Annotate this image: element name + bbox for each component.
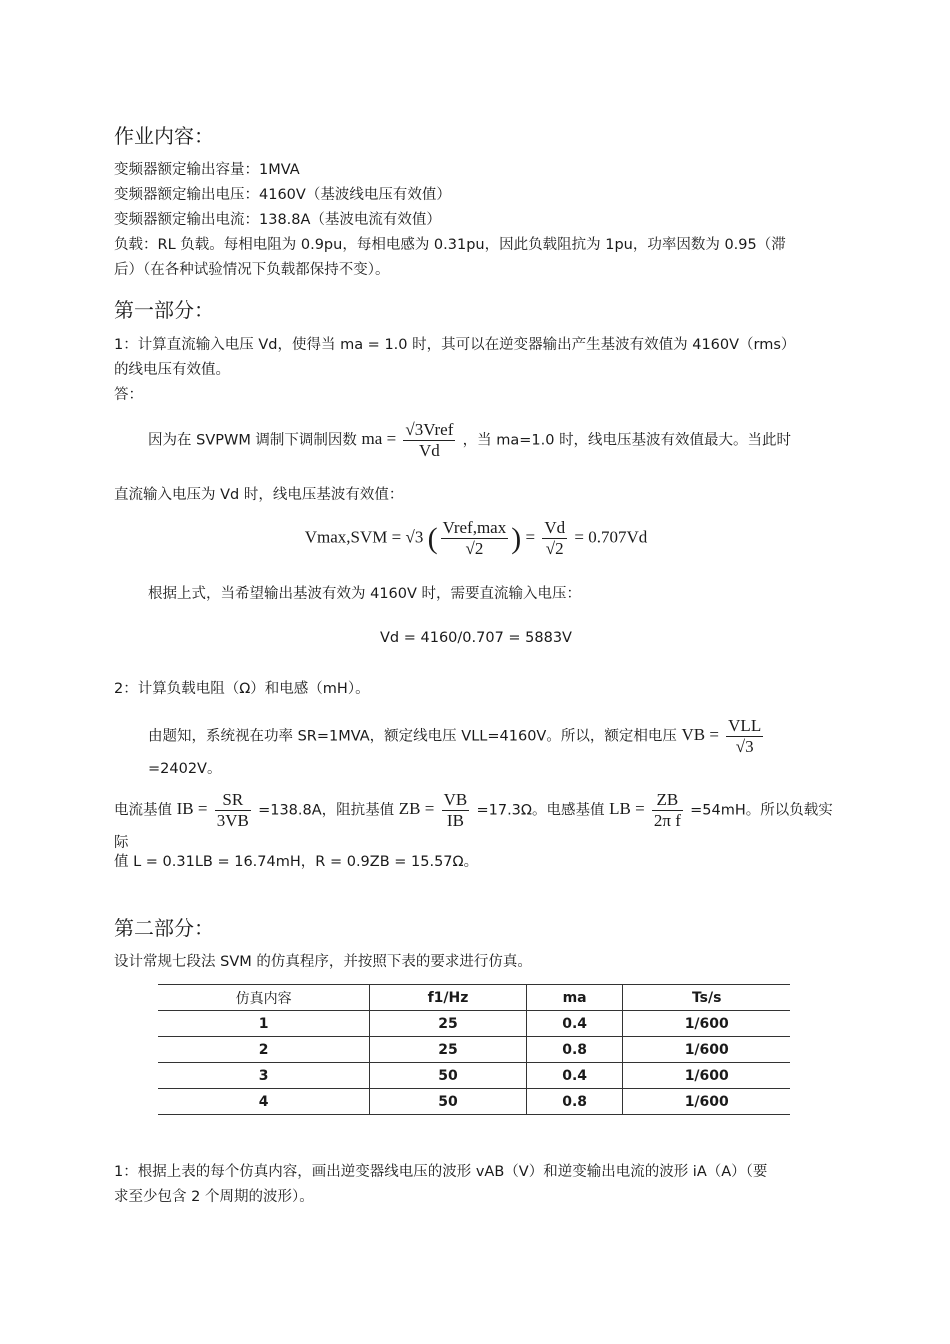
a1-text-post: ，当 ma=1.0 时，线电压基波有效值最大。当此时 xyxy=(462,432,792,449)
answer-label: 答： xyxy=(114,387,143,403)
lb-lhs: LB = xyxy=(609,799,645,819)
part2-heading: 第二部分： xyxy=(114,916,214,940)
table-cell: 25 xyxy=(370,1011,527,1037)
task-current: 变频器额定输出电流：138.8A（基波电流有效值） xyxy=(114,212,441,228)
ma-lhs: ma = xyxy=(361,429,397,449)
a2-line-3: 值 L = 0.31LB = 16.74mH，R = 0.9ZB = 15.57Ω。 xyxy=(114,854,479,870)
table-cell: 0.8 xyxy=(526,1089,623,1115)
table-row xyxy=(158,1063,790,1089)
table-cell: 50 xyxy=(370,1063,527,1089)
table-cell: 50 xyxy=(370,1089,527,1115)
col-header-ts: Ts/s xyxy=(623,985,790,1011)
table-cell: 3 xyxy=(158,1063,370,1089)
table-cell: 0.8 xyxy=(526,1037,623,1063)
vmax-den2: √2 xyxy=(545,539,564,558)
ib-value: =138.8A，阻抗基值 xyxy=(258,802,395,819)
part2-q1-line-2: 求至少包含 2 个周期的波形）。 xyxy=(114,1189,314,1205)
table-cell: 2 xyxy=(158,1037,370,1063)
vmax-num2: Vd xyxy=(544,518,566,537)
part1-q2: 2：计算负载电阻（Ω）和电感（mH）。 xyxy=(114,681,370,697)
zb-formula xyxy=(398,790,477,830)
table-row xyxy=(158,1037,790,1063)
table-row xyxy=(158,1089,790,1115)
part2-q1-line-1: 1：根据上表的每个仿真内容，画出逆变器线电压的波形 vAB（V）和逆变输出电流的波形 iA（A）（要 xyxy=(114,1164,768,1180)
table-cell: 1/600 xyxy=(623,1011,790,1037)
zb-den: IB xyxy=(446,811,464,830)
table-cell: 1/600 xyxy=(623,1037,790,1063)
lb-formula xyxy=(609,790,690,830)
vb-den: √3 xyxy=(735,737,754,756)
simulation-table xyxy=(158,984,790,1115)
task-capacity: 变频器额定输出容量：1MVA xyxy=(114,162,300,178)
col-header-content: 仿真内容 xyxy=(158,985,370,1011)
col-header-f1: f1/Hz xyxy=(370,985,527,1011)
ma-formula xyxy=(361,420,463,460)
table-cell: 1 xyxy=(158,1011,370,1037)
vb-value: =2402V。 xyxy=(148,761,222,777)
ma-num: √3Vref xyxy=(405,420,454,439)
a2-line-1 xyxy=(114,716,838,782)
lb-num: ZB xyxy=(652,790,683,811)
ib-num: SR xyxy=(215,790,251,811)
lb-value: =54mH。所以负载实际 xyxy=(114,802,833,851)
ib-pre: 电流基值 xyxy=(114,802,172,819)
a2-line-2 xyxy=(114,790,838,856)
vb-formula xyxy=(681,716,766,756)
vmax-equation: Vmax,SVM = √3 ( $\frac{\text{Vref,max}}{√2}$ ) = $\frac{Vd}{√2}$ = 0.707Vd xyxy=(304,518,648,558)
vmax-num1: Vref,max xyxy=(442,518,507,537)
vmax-lhs: Vmax,SVM = √3 xyxy=(304,527,424,547)
lb-den: 2π f xyxy=(653,811,681,830)
vb-lhs: VB = xyxy=(681,725,719,745)
task-voltage: 变频器额定输出电压：4160V（基波线电压有效值） xyxy=(114,187,451,203)
part1-q1-line-1: 1：计算直流输入电压 Vd，使得当 ma = 1.0 时，其可以在逆变器输出产生基波有效值为 4160V（rms） xyxy=(114,337,796,353)
table-cell: 1/600 xyxy=(623,1089,790,1115)
vb-num: VLL xyxy=(728,716,762,735)
part1-q1-line-2: 的线电压有效值。 xyxy=(114,362,230,378)
task-load-line-1: 负载：RL 负载。每相电阻为 0.9pu，每相电感为 0.31pu，因此负载阻抗为 1pu，功率因数为 0.95（滞 xyxy=(114,237,786,253)
zb-lhs: ZB = xyxy=(398,799,435,819)
ib-formula xyxy=(176,790,258,830)
a2-line-1-pre: 由题知，系统视在功率 SR=1MVA，额定线电压 VLL=4160V。所以，额定相电压 xyxy=(148,728,677,745)
zb-num: VB xyxy=(443,790,468,809)
vmax-rhs: = 0.707Vd xyxy=(574,527,648,547)
a1-text-pre: 因为在 SVPWM 调制下调制因数 xyxy=(148,432,357,449)
part1-heading: 第一部分： xyxy=(114,298,214,322)
ib-den: 3VB xyxy=(216,811,249,830)
task-load-line-2: 后）（在各种试验情况下负载都保持不变）。 xyxy=(114,262,390,278)
col-header-ma: ma xyxy=(526,985,623,1011)
zb-value: =17.3Ω。电感基值 xyxy=(476,802,605,819)
ma-den: Vd xyxy=(419,441,440,460)
vmax-den1: √2 xyxy=(465,539,484,558)
task-heading: 作业内容： xyxy=(114,124,214,148)
table-cell: 0.4 xyxy=(526,1011,623,1037)
a1-result: Vd = 4160/0.707 = 5883V xyxy=(380,630,572,646)
a1-line-3: 根据上式，当希望输出基波有效为 4160V 时，需要直流输入电压： xyxy=(148,586,582,602)
table-cell: 25 xyxy=(370,1037,527,1063)
table-cell: 0.4 xyxy=(526,1063,623,1089)
part2-intro: 设计常规七段法 SVM 的仿真程序，并按照下表的要求进行仿真。 xyxy=(114,954,532,970)
table-cell: 1/600 xyxy=(623,1063,790,1089)
table-row xyxy=(158,1011,790,1037)
ib-lhs: IB = xyxy=(176,799,208,819)
table-header-row xyxy=(158,985,790,1011)
a1-line-2: 直流输入电压为 Vd 时，线电压基波有效值： xyxy=(114,487,404,503)
a1-paragraph xyxy=(114,420,838,461)
table-cell: 4 xyxy=(158,1089,370,1115)
